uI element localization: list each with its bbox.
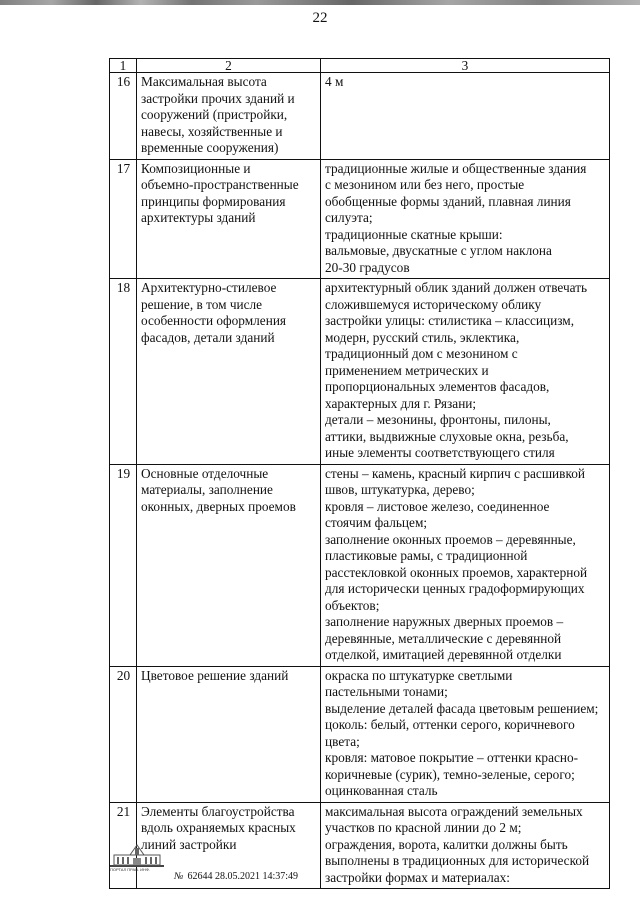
parameter-value-line: коричневые (сурик), темно-зеленые, серого; [325, 766, 575, 782]
parameter-value-line: кровля: матовое покрытие – оттенки красно- [325, 750, 579, 765]
parameter-value-line: обобщенные формы зданий, плавная линия [325, 193, 571, 209]
row-number: 18 [110, 279, 137, 465]
parameter-name-line: материалы, заполнение [141, 482, 273, 497]
regulations-table [109, 58, 610, 889]
parameter-value-line: пастельными тонами; [325, 684, 448, 699]
row-number: 17 [110, 159, 137, 279]
parameter-value-line: пластиковые рамы, с традиционной [325, 548, 528, 563]
parameter-name-line: застройки прочих зданий и [141, 90, 295, 106]
stamp-caption: ПОРТАЛ ПРАВ. ИНФ. [110, 867, 151, 872]
parameter-name-line: объемно-пространственные [141, 177, 299, 192]
parameter-name-line: Максимальная высота [141, 74, 267, 89]
parameter-value-line: максимальная высота ограждений земельных [325, 803, 583, 819]
parameter-value-cell [321, 666, 610, 802]
table-row [110, 666, 610, 802]
parameter-name-cell [137, 73, 321, 160]
parameter-value-line: модерн, русский стиль, эклектика, [325, 329, 520, 345]
table-row [110, 73, 610, 160]
parameter-name-line: оконных, дверных проемов [141, 498, 296, 514]
parameter-value-line: применением метрических и [325, 362, 489, 378]
parameter-value-line: детали – мезонины, фронтоны, пилоны, [325, 412, 551, 427]
parameter-name-line: решение, в том числе [141, 296, 263, 312]
parameter-value-line: архитектурный облик зданий должен отвечать [325, 280, 588, 295]
parameter-value-line: силуэта; [325, 210, 373, 225]
parameter-name-line: линий застройки [141, 836, 237, 852]
parameter-value-line: ограждения, ворота, калитки должны быть [325, 836, 568, 852]
parameter-name-line: Архитектурно-стилевое [141, 280, 277, 295]
column-header: 2 [137, 59, 321, 73]
row-number: 21 [110, 802, 137, 889]
parameter-value-line: 20-30 градусов [325, 259, 410, 275]
parameter-value-line: цоколь: белый, оттенки серого, коричневого [325, 717, 575, 732]
row-number: 16 [110, 73, 137, 160]
parameter-value-line: окраска по штукатурке светлыми [325, 667, 513, 683]
parameter-value-line: застройки формах и материалах: [325, 869, 510, 885]
parameter-name-cell [137, 666, 321, 802]
parameter-value-line: традиционный дом с мезонином с [325, 346, 518, 361]
number-sign: № [174, 871, 184, 882]
parameter-name-line: навесы, хозяйственные и [141, 123, 283, 139]
parameter-value-line: объектов; [325, 597, 380, 613]
parameter-value-line: кровля – листовое железо, соединенное [325, 498, 550, 514]
parameter-value-cell [321, 279, 610, 465]
parameter-name-line: особенности оформления [141, 313, 287, 328]
row-number: 20 [110, 666, 137, 802]
parameter-value-line: пропорциональных элементов фасадов, [325, 379, 550, 394]
parameter-value-line: выделение деталей фасада цветовым решением; [325, 700, 599, 716]
parameter-name-line: Основные отделочные [141, 465, 269, 481]
row-number: 19 [110, 464, 137, 666]
parameter-value-line: для исторически ценных градоформирующих [325, 581, 585, 596]
table-row [110, 279, 610, 465]
parameter-value-line: оцинкованная сталь [325, 783, 438, 798]
parameter-name-line: вдоль охраняемых красных [141, 820, 296, 835]
parameter-value-line: иные элементы соответствующего стиля [325, 445, 555, 460]
parameter-name-cell [137, 159, 321, 279]
parameter-value-cell [321, 73, 610, 160]
parameter-value-line: выполнены в традиционных для исторической [325, 853, 590, 868]
parameter-value-line: цвета; [325, 733, 360, 749]
parameter-name-line: Цветовое решение зданий [141, 667, 289, 683]
column-header: 3 [321, 59, 610, 73]
parameter-name-cell [137, 279, 321, 465]
registration-number [174, 871, 298, 882]
parameter-value-line: 4 м [325, 74, 344, 89]
parameter-value-line: стены – камень, красный кирпич с расшивкой [325, 465, 585, 481]
parameter-value-line: участков по красной линии до 2 м; [325, 820, 522, 835]
parameter-name-line: архитектуры зданий [141, 210, 256, 225]
parameter-value-line: заполнение наружных дверных проемов – [325, 614, 564, 629]
parameter-name-line: фасадов, детали зданий [141, 329, 275, 345]
table-row [110, 159, 610, 279]
parameter-value-line: деревянные, металлические с деревянной [325, 630, 562, 646]
parameter-value-line: традиционные жилые и общественные здания [325, 160, 587, 176]
parameter-value-line: характерных для г. Рязани; [325, 395, 477, 411]
parameter-value-line: традиционные скатные крыши: [325, 226, 503, 242]
parameter-name-line: сооружений (пристройки, [141, 107, 288, 122]
footer-stamp [108, 843, 368, 883]
parameter-value-line: швов, штукатурка, дерево; [325, 482, 475, 497]
parameter-value-line: отделкой, имитацией деревянной отделки [325, 647, 562, 662]
parameter-value-cell [321, 464, 610, 666]
parameter-value-line: застройки улицы: стилистика – классицизм, [325, 313, 575, 328]
parameter-value-line: аттики, выдвижные слуховые окна, резьба, [325, 428, 569, 444]
parameter-name-line: Композиционные и [141, 160, 251, 176]
parameter-name-line: Элементы благоустройства [141, 803, 295, 819]
table-row [110, 464, 610, 666]
parameter-value-cell [321, 159, 610, 279]
page-number: 22 [312, 10, 328, 26]
parameter-value-line: заполнение оконных проемов – деревянные, [325, 531, 576, 547]
parameter-value-line: расстекловкой оконных проемов, характерной [325, 564, 588, 580]
parameter-name-line: принципы формирования [141, 193, 286, 209]
registration-text: 62644 28.05.2021 14:37:49 [187, 871, 298, 882]
parameter-value-line: с мезонином или без него, простые [325, 177, 525, 192]
table-header-row [110, 59, 610, 73]
parameter-value-line: вальмовые, двускатные с углом наклона [325, 243, 552, 258]
column-header: 1 [110, 59, 137, 73]
parameter-name-cell [137, 464, 321, 666]
parameter-name-line: временные сооружения) [141, 140, 279, 155]
scan-edge-artifact [0, 0, 640, 5]
parameter-value-line: стоячим фальцем; [325, 515, 428, 530]
parameter-value-line: сложившемуся историческому облику [325, 296, 542, 312]
